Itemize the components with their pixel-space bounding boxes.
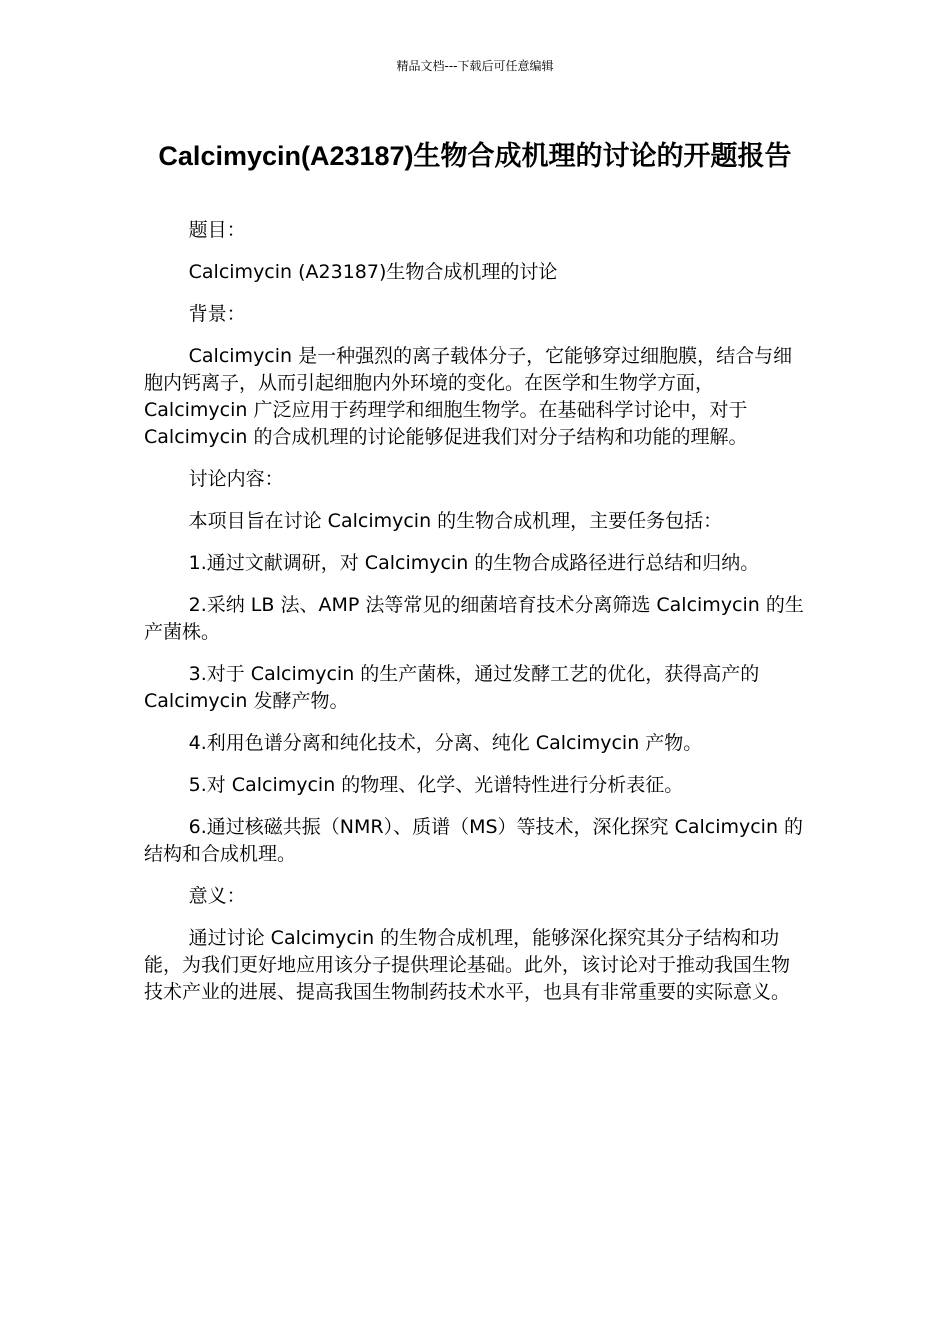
- task-item-6: 6.通过核磁共振（NMR）、质谱（MS）等技术，深化探究 Calcimycin 的结构和合成机理。: [144, 816, 804, 865]
- page-header: 精品文档---下载后可任意编辑: [396, 59, 554, 73]
- task-item-5: 5.对 Calcimycin 的物理、化学、光谱特性进行分析表征。: [188, 774, 684, 796]
- label-topic: 题目：: [188, 219, 246, 241]
- label-content: 讨论内容：: [188, 468, 284, 490]
- document-title: Calcimycin(A23187)生物合成机理的讨论的开题报告: [158, 141, 792, 171]
- task-item-2: 2.采纳 LB 法、AMP 法等常见的细菌培育技术分离筛选 Calcimycin 的生产菌株。: [144, 594, 804, 643]
- topic-text: Calcimycin (A23187)生物合成机理的讨论: [188, 261, 558, 283]
- content-intro: 本项目旨在讨论 Calcimycin 的生物合成机理，主要任务包括：: [188, 510, 723, 532]
- label-significance: 意义：: [188, 885, 246, 907]
- task-item-3: 3.对于 Calcimycin 的生产菌株，通过发酵工艺的优化，获得高产的 Calcimycin 发酵产物。: [144, 663, 760, 712]
- task-item-1: 1.通过文献调研，对 Calcimycin 的生物合成路径进行总结和归纳。: [188, 552, 760, 574]
- document-body: [144, 217, 806, 1021]
- background-paragraph: Calcimycin 是一种强烈的离子载体分子，它能够穿过细胞膜，结合与细胞内钙离子，从而引起细胞内外环境的变化。在医学和生物学方面，Calcimycin 广泛应用于药理学和细胞生物学。在基础科学讨论中，对于 Calcimycin 的合成机理的讨论能够促进我们对分子结构和功能的理解。: [144, 345, 793, 448]
- task-item-4: 4.利用色谱分离和纯化技术，分离、纯化 Calcimycin 产物。: [188, 732, 703, 754]
- label-background: 背景：: [188, 303, 246, 325]
- significance-paragraph: 通过讨论 Calcimycin 的生物合成机理，能够深化探究其分子结构和功能，为我们更好地应用该分子提供理论基础。此外，该讨论对于推动我国生物技术产业的进展、提高我国生物制药技术水平，也具有非常重要的实际意义。: [144, 927, 791, 1003]
